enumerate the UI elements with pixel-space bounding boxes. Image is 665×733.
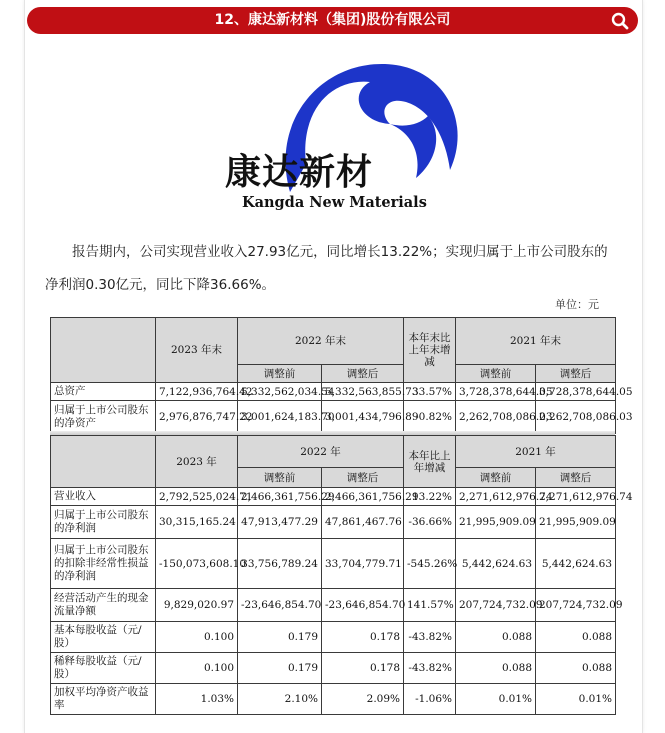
- cell-value: 2,271,612,976.74: [536, 488, 616, 506]
- cell-change: -0.82%: [404, 401, 456, 434]
- cell-value: 3,001,434,796.89: [322, 401, 404, 434]
- row-label: 营业收入: [51, 488, 156, 506]
- table-header-year1: 2023 年末: [156, 318, 238, 383]
- cell-value: 30,315,165.24: [156, 506, 238, 539]
- table-header-after: 调整后: [536, 365, 616, 383]
- cell-value: 33,704,779.71: [322, 539, 404, 589]
- table-header-item: [51, 436, 156, 488]
- table-row: [51, 401, 616, 434]
- cell-value: 0.088: [536, 653, 616, 684]
- cell-value: 3,001,624,183.70: [238, 401, 322, 434]
- row-label: 归属于上市公司股东的扣除非经常性损益的净利润: [51, 539, 156, 589]
- table-header-year2: 2022 年: [238, 436, 404, 468]
- cell-change: -1.06%: [404, 684, 456, 715]
- cell-value: 3,728,378,644.05: [456, 383, 536, 401]
- cell-value: 0.088: [456, 653, 536, 684]
- table-row: [51, 589, 616, 622]
- table-header-after: 调整后: [536, 468, 616, 488]
- cell-value: 0.100: [156, 653, 238, 684]
- row-label: 加权平均净资产收益率: [51, 684, 156, 715]
- cell-value: 5,442,624.63: [536, 539, 616, 589]
- balance-table: [50, 317, 633, 434]
- cell-value: 2.09%: [322, 684, 404, 715]
- cell-value: -23,646,854.70: [322, 589, 404, 622]
- table-header-before: 调整前: [456, 468, 536, 488]
- table-header-after: 调整后: [322, 365, 404, 383]
- logo-chinese-name: 康达新材: [225, 152, 374, 193]
- cell-value: 0.01%: [456, 684, 536, 715]
- table-header-change: 本年末比上年末增减: [404, 318, 456, 383]
- cell-value: 2,262,708,086.03: [456, 401, 536, 434]
- cell-value: 9,829,020.97: [156, 589, 238, 622]
- cell-change: 33.57%: [404, 383, 456, 401]
- cell-value: 47,913,477.29: [238, 506, 322, 539]
- table-row: [51, 488, 616, 506]
- cell-value: 5,442,624.63: [456, 539, 536, 589]
- cell-value: 0.088: [536, 622, 616, 653]
- table-header-before: 调整前: [238, 365, 322, 383]
- cell-value: 0.100: [156, 622, 238, 653]
- cell-value: 2,976,876,747.22: [156, 401, 238, 434]
- cell-change: -36.66%: [404, 506, 456, 539]
- cell-change: 13.22%: [404, 488, 456, 506]
- table-header-after: 调整后: [322, 468, 404, 488]
- company-logo: [210, 52, 470, 220]
- cell-value: 207,724,732.09: [536, 589, 616, 622]
- logo-english-name: Kangda New Materials: [242, 194, 427, 211]
- table-row: [51, 383, 616, 401]
- cell-value: 1.03%: [156, 684, 238, 715]
- table-header-year3: 2021 年末: [456, 318, 616, 365]
- row-label: 经营活动产生的现金流量净额: [51, 589, 156, 622]
- summary-paragraph: 报告期内，公司实现营业收入27.93亿元，同比增长13.22%；实现归属于上市公司股东的净利润0.30亿元，同比下降36.66%。: [45, 244, 608, 293]
- table-header-year3: 2021 年: [456, 436, 616, 468]
- unit-label: 单位：元: [555, 298, 599, 311]
- table-row: [51, 684, 616, 715]
- cell-value: 0.179: [238, 622, 322, 653]
- cell-value: 2,466,361,756.29: [322, 488, 404, 506]
- income-table: [50, 435, 633, 715]
- table-row: [51, 622, 616, 653]
- cell-value: 21,995,909.09: [456, 506, 536, 539]
- row-label: 归属于上市公司股东的净利润: [51, 506, 156, 539]
- cell-value: 2,271,612,976.74: [456, 488, 536, 506]
- cell-value: 2,466,361,756.29: [238, 488, 322, 506]
- cell-change: -545.26%: [404, 539, 456, 589]
- cell-value: 0.178: [322, 653, 404, 684]
- table-header-item: [51, 318, 156, 383]
- cell-value: 2,792,525,024.71: [156, 488, 238, 506]
- table-header-year1: 2023 年: [156, 436, 238, 488]
- row-label: 基本每股收益（元/股）: [51, 622, 156, 653]
- cell-value: 47,861,467.76: [322, 506, 404, 539]
- cell-value: 33,756,789.24: [238, 539, 322, 589]
- cell-value: 0.088: [456, 622, 536, 653]
- cell-value: 5,332,563,855.73: [322, 383, 404, 401]
- cell-value: 0.01%: [536, 684, 616, 715]
- search-button[interactable]: [607, 8, 632, 33]
- cell-value: -150,073,608.10: [156, 539, 238, 589]
- table-header-before: 调整前: [456, 365, 536, 383]
- cell-change: -43.82%: [404, 653, 456, 684]
- cell-value: 0.178: [322, 622, 404, 653]
- cell-value: -23,646,854.70: [238, 589, 322, 622]
- cell-value: 207,724,732.09: [456, 589, 536, 622]
- cell-value: 2,262,708,086.03: [536, 401, 616, 434]
- cell-value: 0.179: [238, 653, 322, 684]
- cell-value: 7,122,936,764.42: [156, 383, 238, 401]
- cell-change: 141.57%: [404, 589, 456, 622]
- cell-value: 2.10%: [238, 684, 322, 715]
- row-label: 总资产: [51, 383, 156, 401]
- table-row: [51, 506, 616, 539]
- row-label: 归属于上市公司股东的净资产: [51, 401, 156, 434]
- section-title: 12、康达新材料（集团)股份有限公司: [214, 12, 451, 28]
- table-header-change: 本年比上年增减: [404, 436, 456, 488]
- cell-value: 21,995,909.09: [536, 506, 616, 539]
- row-label: 稀释每股收益（元/股）: [51, 653, 156, 684]
- cell-value: 5,332,562,034.54: [238, 383, 322, 401]
- section-header: [27, 7, 638, 34]
- cell-value: 3,728,378,644.05: [536, 383, 616, 401]
- table-header-year2: 2022 年末: [238, 318, 404, 365]
- table-row: [51, 539, 616, 589]
- cell-change: -43.82%: [404, 622, 456, 653]
- search-icon: [611, 12, 629, 30]
- table-header-before: 调整前: [238, 468, 322, 488]
- table-row: [51, 653, 616, 684]
